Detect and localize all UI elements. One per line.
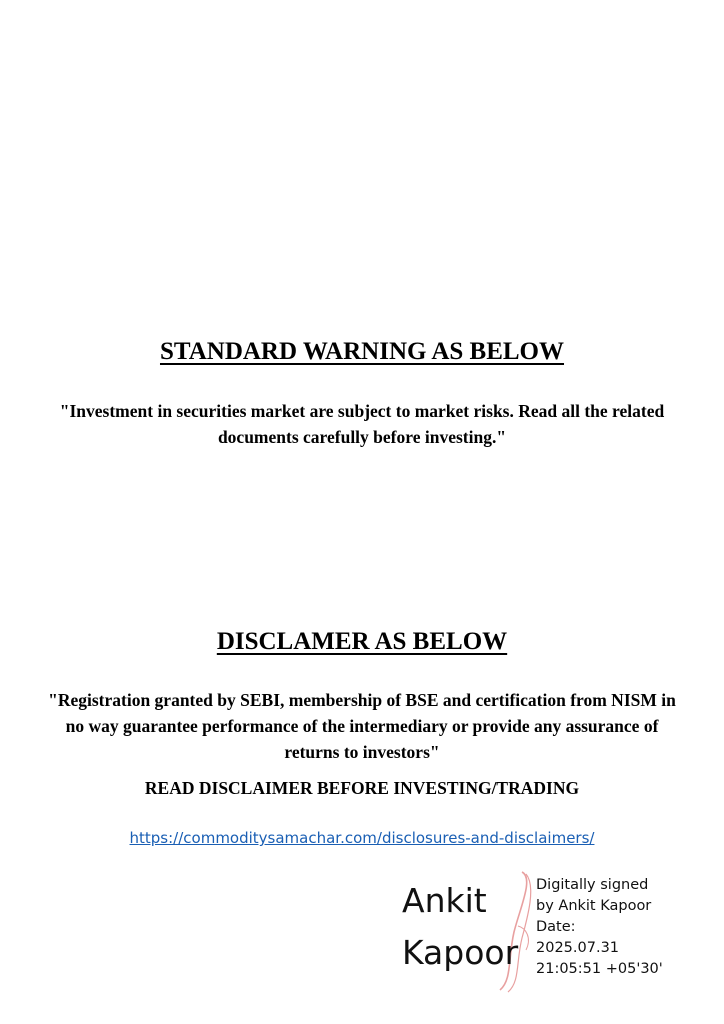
signature-detail-line: Date: — [536, 919, 576, 935]
warning-heading: STANDARD WARNING AS BELOW — [159, 338, 565, 365]
signer-name-last: Kapoor — [402, 933, 519, 972]
signature-detail-line: Digitally signed — [536, 877, 649, 893]
signer-name-first: Ankit — [402, 881, 487, 920]
warning-text: "Investment in securities market are subject to market risks. Read all the related documents carefully before investing." — [59, 401, 665, 447]
disclosures-link[interactable]: https://commoditysamachar.com/disclosures-and-disclaimers/ — [129, 829, 595, 847]
signature-details — [536, 875, 663, 980]
signature-detail-line: by Ankit Kapoor — [536, 898, 652, 914]
read-disclaimer-notice: READ DISCLAIMER BEFORE INVESTING/TRADING — [144, 778, 580, 798]
signature-detail-line: 21:05:51 +05'30' — [536, 961, 663, 977]
digital-signature — [400, 866, 690, 996]
disclaimer-text: "Registration granted by SEBI, membership of BSE and certification from NISM in no way guarantee performance of the intermediary or provide any assurance of returns to investors" — [48, 690, 676, 762]
disclaimer-heading: DISCLAMER AS BELOW — [216, 628, 508, 655]
signature-detail-line: 2025.07.31 — [536, 940, 620, 956]
